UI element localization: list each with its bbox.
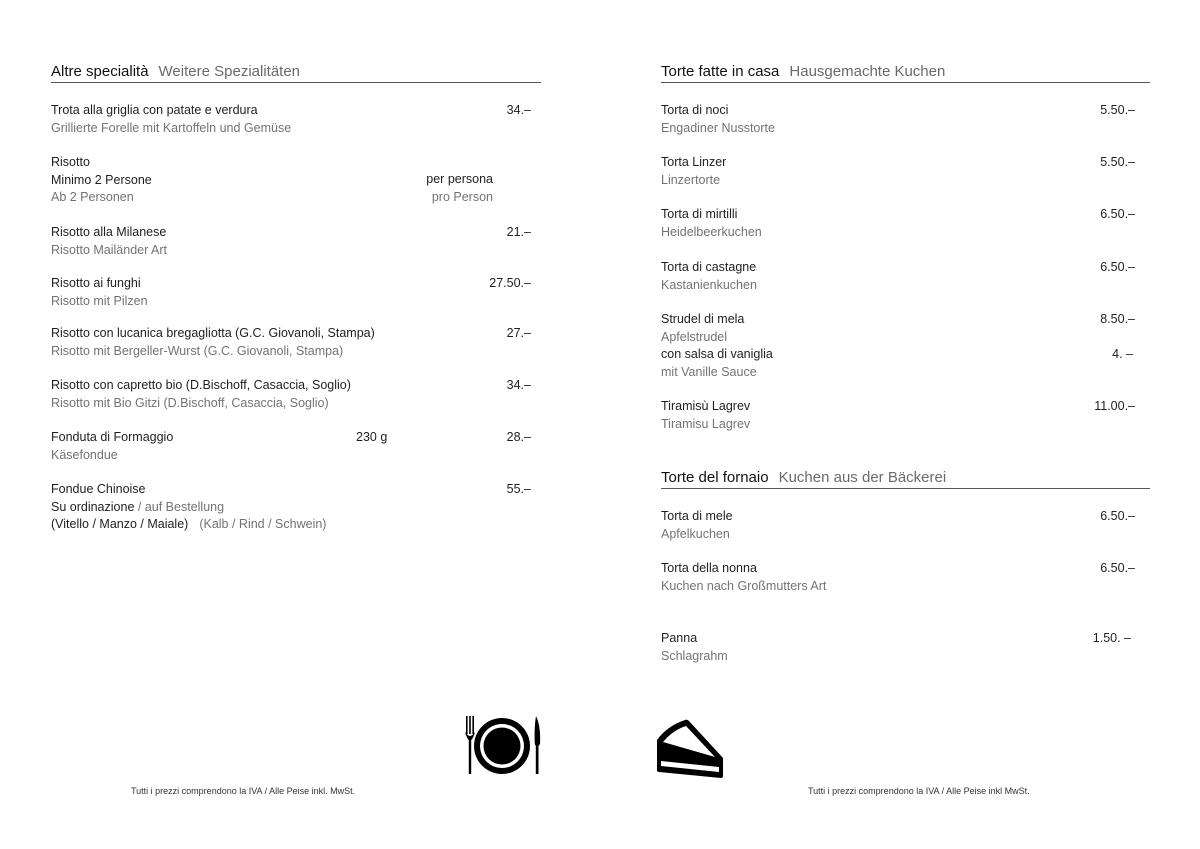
meat-options-de: (Kalb / Rind / Schwein) (199, 517, 327, 531)
item-price: 34.– (506, 378, 531, 392)
section-title-it: Torte fatte in casa (661, 63, 780, 80)
item-price: 21.– (506, 225, 531, 239)
meat-options (51, 516, 326, 534)
item-price: 5.50.– (1100, 103, 1135, 117)
menu-item-tiramisu (661, 398, 750, 433)
section-title-it: Altre specialità (51, 63, 149, 80)
item-name-de: Apfelstrudel (661, 329, 728, 344)
item-price: 27.50.– (489, 276, 531, 290)
item-name-de: Schlagrahm (661, 648, 728, 663)
cake-slice-icon (653, 718, 727, 780)
extra-name-it: con salsa di vaniglia (661, 347, 773, 361)
menu-item-risotto-lucanica (51, 325, 375, 360)
item-price: 6.50.– (1100, 260, 1135, 274)
item-name-de: Apfelkuchen (661, 526, 730, 541)
menu-item-risotto-funghi (51, 275, 148, 310)
vat-footer: Tutti i prezzi comprendono la IVA / Alle Peise inkl MwSt. (808, 786, 1030, 796)
per-person-it: per persona (426, 172, 493, 186)
item-price: 34.– (506, 103, 531, 117)
item-name-it: Panna (661, 631, 698, 645)
menu-item-torta-linzer (661, 154, 726, 189)
item-name-it: Tiramisù Lagrev (661, 399, 751, 413)
item-name-it: Torta di mirtilli (661, 207, 738, 221)
plate-cutlery-icon (463, 716, 543, 776)
item-name-de: Käsefondue (51, 447, 118, 462)
menu-item-fonduta (51, 429, 173, 464)
section-title-de: Kuchen aus der Bäckerei (778, 469, 947, 486)
menu-item-risotto-capretto (51, 377, 351, 412)
menu-item-risotto-milanese (51, 224, 167, 259)
vat-footer: Tutti i prezzi comprendono la IVA / Alle Peise inkl. MwSt. (131, 786, 356, 796)
section-header-altre-specialita (51, 63, 541, 83)
item-name-it: Torta di mele (661, 509, 733, 523)
item-name-de: Engadiner Nusstorte (661, 120, 775, 135)
menu-item-panna (661, 630, 728, 665)
item-name-de: Risotto mit Bio Gitzi (D.Bischoff, Casaccia, Soglio) (51, 395, 329, 410)
section-header-torte-del-fornaio (661, 469, 1150, 489)
item-price: 6.50.– (1100, 509, 1135, 523)
item-price: 5.50.– (1100, 155, 1135, 169)
item-name-it: Torta Linzer (661, 155, 727, 169)
item-price: 6.50.– (1100, 561, 1135, 575)
menu-item-torta-noci (661, 102, 775, 137)
item-price: 28.– (506, 430, 531, 444)
menu-item-risotto (51, 154, 152, 207)
item-name-de: Risotto mit Bergeller-Wurst (G.C. Giovanoli, Stampa) (51, 343, 344, 358)
item-name-it: Risotto con lucanica bregagliotta (G.C. Giovanoli, Stampa) (51, 326, 375, 340)
menu-item-torta-castagne (661, 259, 757, 294)
item-name-de: Kastanienkuchen (661, 277, 757, 292)
item-name-de: Grillierte Forelle mit Kartoffeln und Gemüse (51, 120, 292, 135)
section-title-de: Hausgemachte Kuchen (789, 63, 946, 80)
item-name-it: Risotto alla Milanese (51, 225, 167, 239)
item-name-de: Tiramisu Lagrev (661, 416, 751, 431)
item-name-it: Torta della nonna (661, 561, 757, 575)
item-price: 55.– (506, 482, 531, 496)
item-name-it: Torta di noci (661, 103, 729, 117)
extra-price: 4. – (1112, 347, 1133, 361)
item-price: 6.50.– (1100, 207, 1135, 221)
item-name-de: Heidelbeerkuchen (661, 224, 762, 239)
section-header-torte-fatte-in-casa (661, 63, 1150, 83)
right-page (600, 0, 1200, 849)
section-title-it: Torte del fornaio (661, 469, 769, 486)
extra-name-de: mit Vanille Sauce (661, 364, 757, 379)
per-person-de: pro Person (431, 189, 493, 204)
menu-item-strudel (661, 311, 773, 381)
item-price: 1.50. – (1092, 631, 1131, 645)
item-name-it: Risotto con capretto bio (D.Bischoff, Casaccia, Soglio) (51, 378, 351, 392)
menu-item-fondue-chinoise (51, 481, 326, 534)
menu-item-torta-mele (661, 508, 733, 543)
section-title-de: Weitere Spezialitäten (158, 63, 301, 80)
item-price: 27.– (506, 326, 531, 340)
item-name-it: Fondue Chinoise (51, 482, 146, 496)
item-price: 11.00.– (1094, 399, 1135, 413)
order-note-de: / auf Bestellung (134, 499, 225, 514)
item-minimum-de: Ab 2 Personen (51, 190, 134, 204)
item-name-it: Torta di castagne (661, 260, 757, 274)
per-person-label (390, 171, 493, 206)
menu-item-torta-mirtilli (661, 206, 762, 241)
menu-item-trota (51, 102, 291, 137)
item-name-de: Risotto Mailänder Art (51, 242, 168, 257)
menu-item-torta-nonna (661, 560, 826, 595)
item-name-de: Linzertorte (661, 172, 721, 187)
order-note (51, 499, 326, 517)
item-name-it: Risotto (51, 155, 90, 169)
item-name-de: Kuchen nach Großmutters Art (661, 578, 827, 593)
item-weight: 230 g (356, 430, 388, 444)
item-name-it: Trota alla griglia con patate e verdura (51, 103, 258, 117)
meat-options-it: (Vitello / Manzo / Maiale) (51, 517, 189, 531)
item-name-it: Fonduta di Formaggio (51, 430, 174, 444)
item-name-it: Risotto ai funghi (51, 276, 141, 290)
item-name-it: Strudel di mela (661, 312, 745, 326)
item-minimum-it: Minimo 2 Persone (51, 172, 152, 187)
order-note-it: Su ordinazione (51, 499, 135, 514)
item-name-de: Risotto mit Pilzen (51, 293, 148, 308)
item-price: 8.50.– (1100, 312, 1135, 326)
